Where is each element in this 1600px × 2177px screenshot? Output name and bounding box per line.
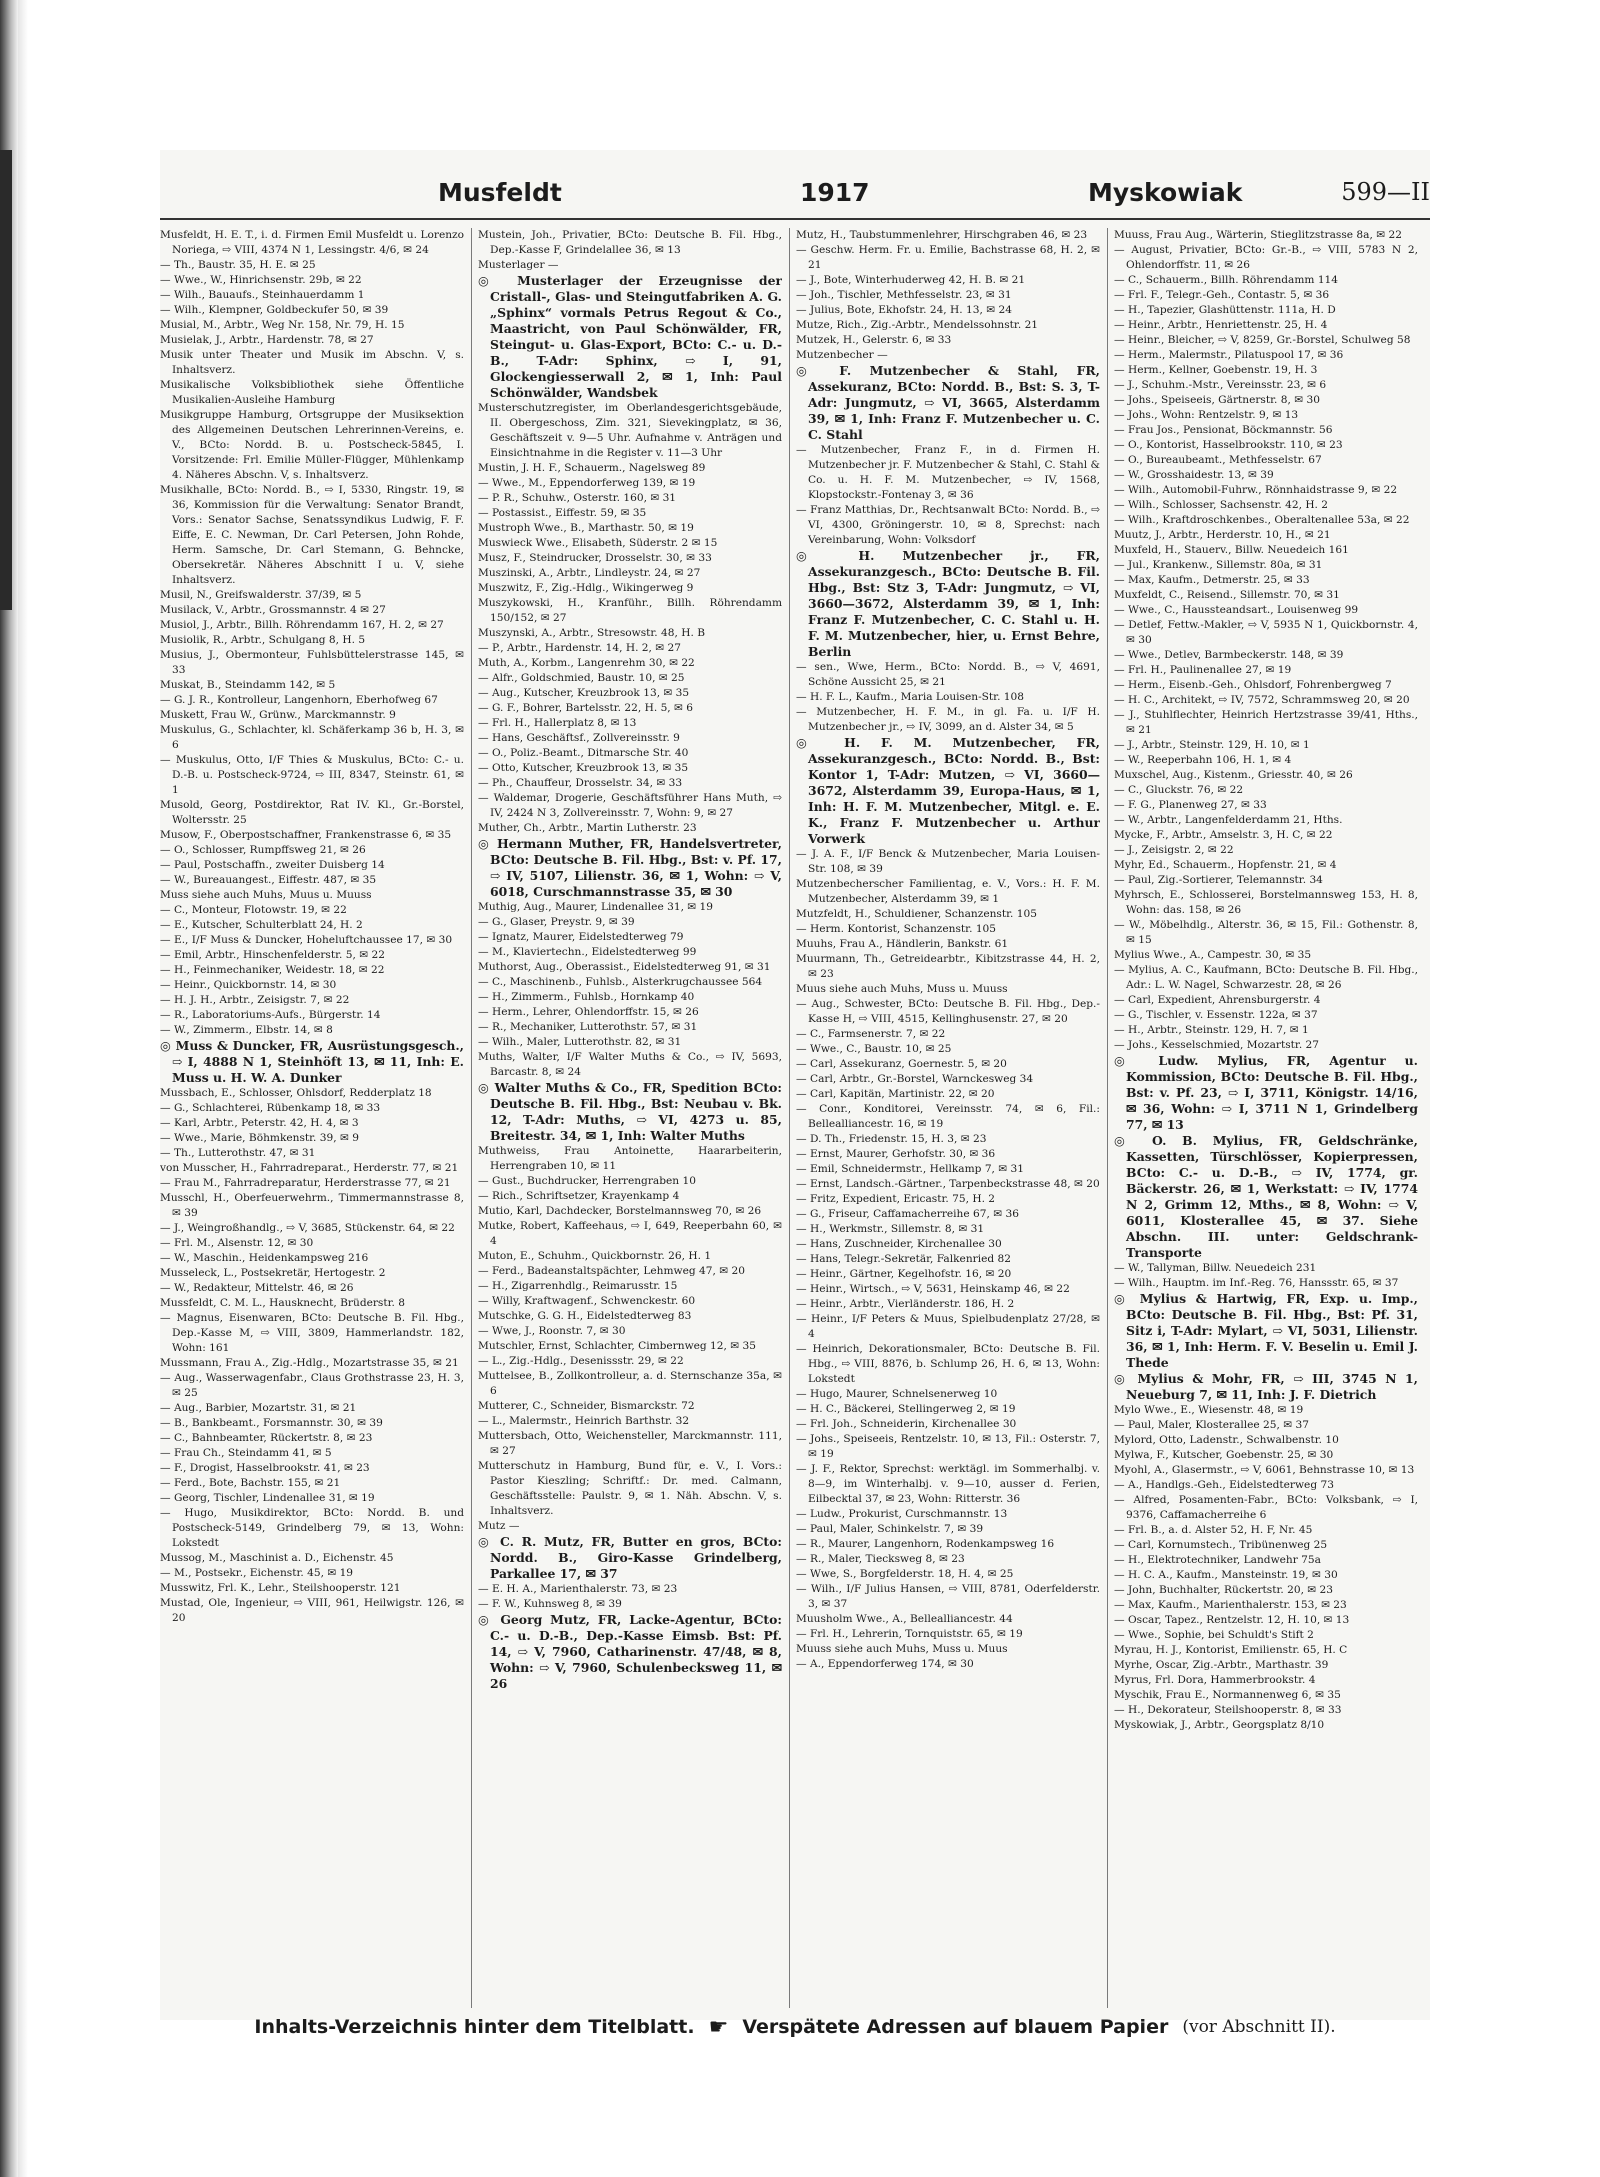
directory-entry: — sen., Wwe, Herm., BCto: Nordd. B., ⇨ V, 4691, Schöne Aussicht 25, ✉ 21 (796, 661, 1100, 688)
directory-entry: — Emil, Arbtr., Hinschenfelderstr. 5, ✉ 22 (160, 949, 385, 961)
directory-entry: — Wwe., Detlev, Barmbeckerstr. 148, ✉ 39 (1114, 649, 1344, 661)
directory-entry: — Aug., Barbier, Mozartstr. 31, ✉ 21 (160, 1402, 357, 1414)
directory-entry: — H., Zigarrenhdlg., Reimarusstr. 15 (478, 1280, 678, 1292)
directory-entry: — John, Buchhalter, Rückertstr. 20, ✉ 23 (1114, 1584, 1334, 1596)
directory-entry: — Herm., Lehrer, Ohlendorffstr. 15, ✉ 26 (478, 1006, 699, 1018)
directory-entry: — Geschw. Herm. Fr. u. Emilie, Bachstrasse 68, H. 2, ✉ 21 (796, 244, 1100, 271)
directory-entry: — H., Tapezier, Glashüttenstr. 111a, H. D (1114, 304, 1336, 316)
directory-entry: — Fritz, Expedient, Ericastr. 75, H. 2 (796, 1193, 996, 1205)
directory-entry: Muss siehe auch Muhs, Muus u. Muuss (160, 889, 372, 901)
directory-entry: — Frau Ch., Steindamm 41, ✉ 5 (160, 1447, 332, 1459)
directory-entry: — Paul, Maler, Klosterallee 25, ✉ 37 (1114, 1419, 1309, 1431)
directory-entry: Muswieck Wwe., Elisabeth, Süderstr. 2 ✉ 15 (478, 537, 718, 549)
directory-entry: Mutz, H., Taubstummenlehrer, Hirschgraben 46, ✉ 23 (796, 229, 1088, 241)
directory-entry: — E., Kutscher, Schulterblatt 24, H. 2 (160, 919, 363, 931)
directory-entry: — Max, Kaufm., Marienthalerstr. 153, ✉ 23 (1114, 1599, 1347, 1611)
page-footer (160, 2012, 1430, 2042)
directory-entry: Muthweiss, Frau Antoinette, Haararbeiterin, Herrengraben 10, ✉ 11 (478, 1145, 782, 1172)
directory-entry: Myrus, Frl. Dora, Hammerbrookstr. 4 (1114, 1674, 1316, 1686)
directory-entry: — Karl, Arbtr., Peterstr. 42, H. 4, ✉ 3 (160, 1117, 359, 1129)
directory-entry: — A., Handlgs.-Geh., Eidelstedterweg 73 (1114, 1479, 1334, 1491)
directory-entry: Musielak, J., Arbtr., Hardenstr. 78, ✉ 27 (160, 334, 374, 346)
running-head (160, 178, 1430, 212)
directory-entry: — Max, Kaufm., Detmerstr. 25, ✉ 33 (1114, 574, 1310, 586)
directory-entry: Muthorst, Aug., Oberassist., Eidelstedterweg 91, ✉ 31 (478, 961, 771, 973)
directory-entry: — Georg, Tischler, Lindenallee 31, ✉ 19 (160, 1492, 375, 1504)
column-divider (471, 228, 472, 2008)
directory-entry: Mutzfeldt, H., Schuldiener, Schanzenstr. 105 (796, 908, 1037, 920)
directory-entry: Muther, Ch., Arbtr., Martin Lutherstr. 23 (478, 822, 697, 834)
directory-entry: — Mylius, A. C., Kaufmann, BCto: Deutsche B. Fil. Hbg., Adr.: L. W. Nagel, Schwarzestr. 28, ✉ 26 (1114, 964, 1418, 991)
directory-entry: — F., Drogist, Hasselbrookstr. 41, ✉ 23 (160, 1462, 370, 1474)
directory-entry: — H., Zimmerm., Fuhlsb., Hornkamp 40 (478, 991, 695, 1003)
directory-entry: Mutterer, C., Schneider, Bismarckstr. 72 (478, 1400, 695, 1412)
directory-entry: — Franz Matthias, Dr., Rechtsanwalt BCto: Nordd. B., ⇨ VI, 4300, Gröningerstr. 10, ✉ 8, Sprechst: nach Vereinbarung, Wohn: Volksdorf (796, 504, 1100, 546)
directory-entry: — Otto, Kutscher, Kreuzbrook 13, ✉ 35 (478, 762, 689, 774)
scan-shadow (18, 0, 28, 2177)
directory-entry: ◎ Georg Mutz, FR, Lacke-Agentur, BCto: C.- u. D.-B., Dep.-Kasse Eimsb. Bst: Pf. 14, ⇨ V, 7960, Catharinenstr. 47/48, ✉ 8, Wohn: ⇨ V, 7960, Schulenbecksweg 11, ✉ 26 (478, 1612, 782, 1691)
directory-entry: Mutzek, H., Gelerstr. 6, ✉ 33 (796, 334, 952, 346)
directory-entry: — H., Elektrotechniker, Landwehr 75a (1114, 1554, 1321, 1566)
directory-entry: — Alfred, Posamenten-Fabr., BCto: Volksbank, ⇨ I, 9376, Caffamacherreihe 6 (1114, 1494, 1418, 1521)
directory-entry: — F. G., Planenweg 27, ✉ 33 (1114, 799, 1267, 811)
directory-entry: — W., Tallyman, Billw. Neuedeich 231 (1114, 1262, 1317, 1274)
directory-entry: — R., Laboratoriums-Aufs., Bürgerstr. 14 (160, 1009, 381, 1021)
directory-entry: — Waldemar, Drogerie, Geschäftsführer Hans Muth, ⇨ IV, 2424 N 3, Zollvereinsstr. 7, Wohn: 9, ✉ 27 (478, 792, 782, 819)
directory-entry: — Wilh., Automobil-Fuhrw., Rönnhaidstrasse 9, ✉ 22 (1114, 484, 1398, 496)
directory-entry: — H. C., Architekt, ⇨ IV, 7572, Schrammsweg 20, ✉ 20 (1114, 694, 1410, 706)
directory-entry: Musow, F., Oberpostschaffner, Frankenstrasse 6, ✉ 35 (160, 829, 452, 841)
directory-entry: Mutke, Robert, Kaffeehaus, ⇨ I, 649, Reeperbahn 60, ✉ 4 (478, 1220, 782, 1247)
directory-entry: — Wwe., M., Eppendorferweg 139, ✉ 19 (478, 477, 696, 489)
directory-entry: Muthig, Aug., Maurer, Lindenallee 31, ✉ 19 (478, 901, 714, 913)
directory-entry: Musz, F., Steindrucker, Drosselstr. 30, ✉ 33 (478, 552, 712, 564)
directory-entry: Musseleck, L., Postsekretär, Hertogestr. 2 (160, 1267, 386, 1279)
directory-entry: ◎ Muss & Duncker, FR, Ausrüstungsgesch., ⇨ I, 4888 N 1, Steinhöft 13, ✉ 11, Inh: E. Muss u. H. W. A. Dunker (160, 1038, 464, 1085)
directory-entry: — Carl, Assekuranz, Goernestr. 5, ✉ 20 (796, 1058, 1007, 1070)
directory-entry: Mussmann, Frau A., Zig.-Hdlg., Mozartstrasse 35, ✉ 21 (160, 1357, 459, 1369)
directory-entry: Mylius Wwe., A., Campestr. 30, ✉ 35 (1114, 949, 1312, 961)
directory-entry: — Heinr., I/F Peters & Muus, Spielbudenplatz 27/28, ✉ 4 (796, 1313, 1100, 1340)
directory-entry: — Heinr., Arbtr., Vierländerstr. 186, H. 2 (796, 1298, 1015, 1310)
directory-entry: — Hans, Telegr.-Sekretär, Falkenried 82 (796, 1253, 1011, 1265)
directory-entry: Mutio, Karl, Dachdecker, Borstelmannsweg 70, ✉ 26 (478, 1205, 762, 1217)
directory-entry: — Frau Jos., Pensionat, Böckmannstr. 56 (1114, 424, 1333, 436)
running-head-last-name: Myskowiak (1088, 178, 1243, 207)
directory-entry: — Aug., Wasserwagenfabr., Claus Grothstrasse 23, H. 3, ✉ 25 (160, 1372, 464, 1399)
directory-entry: Mutterschutz in Hamburg, Bund für, e. V., I. Vors.: Pastor Kieszling; Schriftf.: Dr. med. Calmann, Geschäftsstelle: Paulstr. 9, ✉ 1. Näh. Abschn. V, s. Inhaltsverz. (478, 1460, 782, 1517)
directory-entry: — Wwe., C., Haussteandsart., Louisenweg 99 (1114, 604, 1359, 616)
directory-entry: — Gust., Buchdrucker, Herrengraben 10 (478, 1175, 696, 1187)
directory-entry: — G., Schlachterei, Rübenkamp 18, ✉ 33 (160, 1102, 381, 1114)
directory-entry: Mutze, Rich., Zig.-Arbtr., Mendelssohnstr. 21 (796, 319, 1039, 331)
directory-entry: — J., Zeisigstr. 2, ✉ 22 (1114, 844, 1234, 856)
directory-entry: — August, Privatier, BCto: Gr.-B., ⇨ VIII, 5783 N 2, Ohlendorffstr. 11, ✉ 26 (1114, 244, 1418, 271)
directory-entry: — W., Zimmerm., Elbstr. 14, ✉ 8 (160, 1024, 333, 1036)
directory-entry: — Johs., Speiseeis, Rentzelstr. 10, ✉ 13, Fil.: Osterstr. 7, ✉ 19 (796, 1433, 1100, 1460)
directory-entry: Mussbach, E., Schlosser, Ohlsdorf, Redderplatz 18 (160, 1087, 432, 1099)
directory-entry: — Willy, Kraftwagenf., Schwenckestr. 60 (478, 1295, 696, 1307)
directory-entry: — Hugo, Musikdirektor, BCto: Nordd. B. und Postscheck-5149, Grindelberg 79, ✉ 13, Wohn: Lokstedt (160, 1507, 464, 1549)
directory-entry: — Wwe, S., Borgfelderstr. 18, H. 4, ✉ 25 (796, 1568, 1014, 1580)
directory-entry: Myschik, Frau E., Normannenweg 6, ✉ 35 (1114, 1689, 1341, 1701)
directory-entry: — L., Malermstr., Heinrich Barthstr. 32 (478, 1415, 690, 1427)
directory-entry: Musilack, V., Arbtr., Grossmannstr. 4 ✉ 27 (160, 604, 386, 616)
directory-entry: Muszinski, A., Arbtr., Lindleystr. 24, ✉ 27 (478, 567, 701, 579)
directory-entry: Musterschutzregister, im Oberlandesgerichtsgebäude, II. Obergeschoss, Zim. 321, Sievekingplatz, ✉ 36, Geschäftszeit v. 9—5 Uhr. Aufnahme v. Anträgen und Einsichtnahme in die Register v. 11—3 Uhr (478, 402, 782, 459)
directory-entry: Myrhe, Oscar, Zig.-Arbtr., Marthastr. 39 (1114, 1659, 1329, 1671)
directory-entry: Mustad, Ole, Ingenieur, ⇨ VIII, 961, Heilwigstr. 126, ✉ 20 (160, 1597, 464, 1624)
directory-entry: — Muskulus, Otto, I/F Thies & Muskulus, BCto: C.- u. D.-B. u. Postscheck-9724, ⇨ III, 8347, Steinstr. 61, ✉ 1 (160, 754, 464, 796)
directory-page (160, 150, 1430, 2040)
directory-entry: Mutschke, G. G. H., Eidelstedterweg 83 (478, 1310, 692, 1322)
directory-entry: — Hugo, Maurer, Schnelsenerweg 10 (796, 1388, 998, 1400)
directory-entry: — Carl, Arbtr., Gr.-Borstel, Warnckesweg 34 (796, 1073, 1034, 1085)
directory-entry: — D. Th., Friedenstr. 15, H. 3, ✉ 23 (796, 1133, 987, 1145)
column-2 (478, 228, 782, 2008)
directory-entry: Muxschel, Aug., Kistenm., Griesstr. 40, ✉ 26 (1114, 769, 1353, 781)
directory-entry: ◎ C. R. Mutz, FR, Butter en gros, BCto: Nordd. B., Giro-Kasse Grindelberg, Parkallee 17, ✉ 37 (478, 1534, 782, 1581)
directory-entry: — W., Redakteur, Mittelstr. 46, ✉ 26 (160, 1282, 354, 1294)
directory-entry: Muusholm Wwe., A., Bellealliancestr. 44 (796, 1613, 1013, 1625)
directory-entry: — Alfr., Goldschmied, Baustr. 10, ✉ 25 (478, 672, 685, 684)
directory-entry: — Frl. F., Telegr.-Geh., Contastr. 5, ✉ 36 (1114, 289, 1330, 301)
directory-entry: Muszynski, A., Arbtr., Stresowstr. 48, H. B (478, 627, 706, 639)
directory-entry: — Wwe., W., Hinrichsenstr. 29b, ✉ 22 (160, 274, 362, 286)
directory-entry: Mycke, F., Arbtr., Amselstr. 3, H. C, ✉ 22 (1114, 829, 1333, 841)
directory-entry: — Joh., Tischler, Methfesselstr. 23, ✉ 31 (796, 289, 1012, 301)
directory-entry: — M., Klaviertechn., Eidelstedterweg 99 (478, 946, 697, 958)
directory-entry: — Aug., Schwester, BCto: Deutsche B. Fil. Hbg., Dep.-Kasse H, ⇨ VIII, 4515, Kellinghusenstr. 27, ✉ 20 (796, 998, 1100, 1025)
directory-entry: — E. H. A., Marienthalerstr. 73, ✉ 23 (478, 1583, 678, 1595)
directory-entry: — O., Schlosser, Rumpffsweg 21, ✉ 26 (160, 844, 366, 856)
directory-entry: — Frau M., Fahrradreparatur, Herderstrasse 77, ✉ 21 (160, 1177, 451, 1189)
directory-entry: ◎ H. F. M. Mutzenbecher, FR, Assekuranzgesch., BCto: Nordd. B., Bst: Kontor 1, T-Adr: Mutzen, ⇨ VI, 3660—3672, Alsterdamm 39, Europa-Haus, ✉ 1, Inh: H. F. M. Mutzenbecher, Mitgl. e. E. K., Franz F. Mutzenbecher u. Arthur Vorwerk (796, 735, 1100, 846)
directory-entry: — Johs., Speiseeis, Gärtnerstr. 8, ✉ 30 (1114, 394, 1320, 406)
directory-entry: Muskulus, G., Schlachter, kl. Schäferkamp 36 b, H. 3, ✉ 6 (160, 724, 464, 751)
directory-entry: — Paul, Maler, Schinkelstr. 7, ✉ 39 (796, 1523, 984, 1535)
directory-entry: — Th., Baustr. 35, H. E. ✉ 25 (160, 259, 316, 271)
directory-entry: — Julius, Bote, Ekhofstr. 24, H. 13, ✉ 24 (796, 304, 1012, 316)
directory-entry: ◎ O. B. Mylius, FR, Geldschränke, Kassetten, Türschlösser, Kopierpressen, BCto: C.- u. D.-B., ⇨ IV, 1774, gr. Bäckerstr. 26, ✉ 1, Werkstatt: ⇨ IV, 1774 N 2, Grimm 12, Mths., ✉ 8, Wohn: ⇨ V, 6011, Klosterallee 45, ✉ 37. Siehe Abschn. III. unter: Geldschrank-Transporte (1114, 1133, 1418, 1260)
directory-entry: — Frl. H., Paulinenallee 27, ✉ 19 (1114, 664, 1292, 676)
directory-entry: — G., Tischler, v. Essenstr. 122a, ✉ 37 (1114, 1009, 1318, 1021)
directory-entry: ◎ H. Mutzenbecher jr., FR, Assekuranzgesch., BCto: Deutsche B. Fil. Hbg., Bst: Stz 3, T-Adr: Jungmutz, ⇨ VI, 3660—3672, Alsterdamm 39, ✉ 1, Inh: Franz F. Mutzenbecher, C. C. Stahl u. H. F. M. Mutzenbecher, hier, u. Ernst Behre, Berlin (796, 548, 1100, 659)
directory-entry: — Frl. Joh., Schneiderin, Kirchenallee 30 (796, 1418, 1017, 1430)
directory-entry: — J. A. F., I/F Benck & Mutzenbecher, Maria Louisen-Str. 108, ✉ 39 (796, 848, 1100, 875)
directory-entry: — Wilh., Klempner, Goldbeckufer 50, ✉ 39 (160, 304, 389, 316)
directory-entry: — C., Bahnbeamter, Rückertstr. 8, ✉ 23 (160, 1432, 373, 1444)
directory-entry: — C., Gluckstr. 76, ✉ 22 (1114, 784, 1244, 796)
directory-entry: Myskowiak, J., Arbtr., Georgsplatz 8/10 (1114, 1719, 1325, 1731)
directory-entry: — W., Reeperbahn 106, H. 1, ✉ 4 (1114, 754, 1292, 766)
directory-entry: — O., Poliz.-Beamt., Ditmarsche Str. 40 (478, 747, 689, 759)
directory-entry: — A., Eppendorferweg 174, ✉ 30 (796, 1658, 974, 1670)
directory-entry: Mustroph Wwe., B., Marthastr. 50, ✉ 19 (478, 522, 694, 534)
directory-entry: ◎ Mylius & Mohr, FR, ⇨ III, 3745 N 1, Neueburg 7, ✉ 11, Inh: J. F. Dietrich (1114, 1371, 1418, 1402)
directory-entry: — Frl. B., a. d. Alster 52, H. F, Nr. 45 (1114, 1524, 1313, 1536)
directory-entry: — C., Monteur, Flotowstr. 19, ✉ 22 (160, 904, 347, 916)
directory-entry: — R., Mechaniker, Lutterothstr. 57, ✉ 31 (478, 1021, 698, 1033)
directory-entry: — Detlef, Fettw.-Makler, ⇨ V, 5935 N 1, Quickbornstr. 4, ✉ 30 (1114, 619, 1418, 646)
directory-entry: — Wwe., Sophie, bei Schuldt's Stift 2 (1114, 1629, 1314, 1641)
directory-entry: Musikalische Volksbibliothek siehe Öffentliche Musikalien-Ausleihe Hamburg (160, 379, 464, 406)
directory-entry: Muszykowski, H., Kranführ., Billh. Röhrendamm 150/152, ✉ 27 (478, 597, 782, 624)
directory-entry: — Herm., Malermstr., Pilatuspool 17, ✉ 36 (1114, 349, 1344, 361)
directory-entry: — W., Grosshaidestr. 13, ✉ 39 (1114, 469, 1274, 481)
directory-entry: Mylo Wwe., E., Wiesenstr. 48, ✉ 19 (1114, 1404, 1304, 1416)
header-rule (160, 218, 1430, 220)
directory-entry: — Johs., Wohn: Rentzelstr. 9, ✉ 13 (1114, 409, 1299, 421)
directory-entry: Mussfeldt, C. M. L., Hausknecht, Brüderstr. 8 (160, 1297, 406, 1309)
column-1 (160, 228, 464, 2008)
directory-entry: — C., Farmsenerstr. 7, ✉ 22 (796, 1028, 946, 1040)
directory-entry: — P. R., Schuhw., Osterstr. 160, ✉ 31 (478, 492, 677, 504)
scan-left-edge (0, 0, 18, 2177)
directory-entry: — G., Friseur, Caffamacherreihe 67, ✉ 36 (796, 1208, 1019, 1220)
directory-entry: ◎ F. Mutzenbecher & Stahl, FR, Assekuranz, BCto: Nordd. B., Bst: S. 3, T-Adr: Jungmutz, ⇨ VI, 3665, Alsterdamm 39, ✉ 1, Inh: Franz F. Mutzenbecher u. C. C. Stahl (796, 363, 1100, 442)
directory-entry: — Heinr., Wirtsch., ⇨ V, 5631, Heinskamp 46, ✉ 22 (796, 1283, 1070, 1295)
directory-entry: — H. C. A., Kaufm., Mansteinstr. 19, ✉ 30 (1114, 1569, 1338, 1581)
directory-entry: — Heinr., Bleicher, ⇨ V, 8259, Gr.-Borstel, Schulweg 58 (1114, 334, 1411, 346)
scan-edge-shadow (0, 150, 12, 610)
directory-entry: — H., Feinmechaniker, Weidestr. 18, ✉ 22 (160, 964, 385, 976)
column-divider (1107, 228, 1108, 2008)
directory-entry: Muths, Walter, I/F Walter Muths & Co., ⇨ IV, 5693, Barcastr. 8, ✉ 24 (478, 1051, 782, 1078)
directory-entry: — G. F., Bohrer, Bartelsstr. 22, H. 5, ✉ 6 (478, 702, 694, 714)
directory-entry: — H., Dekorateur, Steilshooperstr. 8, ✉ 33 (1114, 1704, 1342, 1716)
directory-entry: — Wilh., Schlosser, Sachsenstr. 42, H. 2 (1114, 499, 1329, 511)
directory-entry: — Paul, Postschaffn., zweiter Duisberg 14 (160, 859, 385, 871)
directory-entry: Musik unter Theater und Musik im Abschn. V, s. Inhaltsverz. (160, 349, 464, 376)
directory-entry: Musschl, H., Oberfeuerwehrm., Timmermannstrasse 8, ✉ 39 (160, 1192, 464, 1219)
directory-entry: — Herm., Eisenb.-Geh., Ohlsdorf, Fohrenbergweg 7 (1114, 679, 1392, 691)
directory-entry: ◎ Walter Muths & Co., FR, Spedition BCto: Deutsche B. Fil. Hbg., Bst: Neubau v. Bk. 12, T-Adr: Muths, ⇨ VI, 4273 u. 85, Breitestr. 34, ✉ 1, Inh: Walter Muths (478, 1080, 782, 1143)
directory-entry: Mutschler, Ernst, Schlachter, Cimbernweg 12, ✉ 35 (478, 1340, 756, 1352)
directory-entry: Muszwitz, F., Zig.-Hdlg., Wikingerweg 9 (478, 582, 694, 594)
directory-entry: — Carl, Kapitän, Martinistr. 22, ✉ 20 (796, 1088, 995, 1100)
directory-entry: Mustein, Joh., Privatier, BCto: Deutsche B. Fil. Hbg., Dep.-Kasse F, Grindelallee 36, ✉ 13 (478, 229, 782, 256)
directory-entry: Muuss, Frau Aug., Wärterin, Stieglitzstrasse 8a, ✉ 22 (1114, 229, 1402, 241)
directory-entry: Mylwa, F., Kutscher, Goebenstr. 25, ✉ 30 (1114, 1449, 1334, 1461)
directory-entry: — H., Werkmstr., Sillemstr. 8, ✉ 31 (796, 1223, 985, 1235)
directory-entry: Muxfeld, H., Stauerv., Billw. Neuedeich 161 (1114, 544, 1349, 556)
directory-entry: Musterlager — (478, 259, 559, 271)
directory-entry: — R., Maurer, Langenhorn, Rodenkampsweg 16 (796, 1538, 1055, 1550)
directory-entry: — M., Postsekr., Eichenstr. 45, ✉ 19 (160, 1567, 354, 1579)
directory-entry: — C., Maschinenb., Fuhlsb., Alsterkrugchaussee 564 (478, 976, 763, 988)
directory-entry: Muuss siehe auch Muhs, Muss u. Muus (796, 1643, 1008, 1655)
directory-entry: — Aug., Kutscher, Kreuzbrook 13, ✉ 35 (478, 687, 690, 699)
column-divider (789, 228, 790, 2008)
directory-entry: — Carl, Kornumstech., Tribünenweg 25 (1114, 1539, 1328, 1551)
directory-entry: — Postassist., Eiffestr. 59, ✉ 35 (478, 507, 647, 519)
directory-entry: — G., Glaser, Preystr. 9, ✉ 39 (478, 916, 635, 928)
directory-entry: — Wwe., Marie, Böhmkenstr. 39, ✉ 9 (160, 1132, 359, 1144)
directory-entry: — Ferd., Badeanstaltspächter, Lehmweg 47, ✉ 20 (478, 1265, 745, 1277)
page-number: 599—II (1341, 178, 1430, 206)
directory-entry: Myhrsch, E., Schlosserei, Borstelmannsweg 153, H. 8, Wohn: das. 158, ✉ 26 (1114, 889, 1418, 916)
directory-entry: — J., Stuhlflechter, Heinrich Hertzstrasse 39/41, Hths., ✉ 21 (1114, 709, 1418, 736)
directory-entry: — Ferd., Bote, Bachstr. 155, ✉ 21 (160, 1477, 341, 1489)
footer-late-addresses-note: Verspätete Adressen auf blauem Papier (742, 2016, 1169, 2038)
directory-entry: Musikhalle, BCto: Nordd. B., ⇨ I, 5330, Ringstr. 19, ✉ 36, Kommission für die Verwaltung: Senator Brandt, Vors.: Senator Sachse, Senatssyndikus Ludwig, F. F. Eiffe, E. C. Newman, Dr. Carl Petersen, John Rohde, Herm. Samsche, Dr. Carl Stemann, G. Behncke, Obersekretär. Näheres Abschnitt I u. V, siehe Inhaltsverz. (160, 484, 464, 586)
directory-entry: — Wwe., C., Baustr. 10, ✉ 25 (796, 1043, 952, 1055)
directory-entry: — C., Schauerm., Billh. Röhrendamm 114 (1114, 274, 1339, 286)
directory-entry: — H. C., Bäckerei, Stellingerweg 2, ✉ 19 (796, 1403, 1016, 1415)
directory-entry: — Frl. H., Hallerplatz 8, ✉ 13 (478, 717, 637, 729)
directory-entry: — W., Bureauangest., Eiffestr. 487, ✉ 35 (160, 874, 377, 886)
directory-entry: — J., Schuhm.-Mstr., Vereinsstr. 23, ✉ 6 (1114, 379, 1327, 391)
directory-entry: — H. J. H., Arbtr., Zeisigstr. 7, ✉ 22 (160, 994, 350, 1006)
directory-entry: Muton, E., Schuhm., Quickbornstr. 26, H. 1 (478, 1250, 712, 1262)
directory-entry: Myrau, H. J., Kontorist, Emilienstr. 65, H. C (1114, 1644, 1348, 1656)
directory-entry: Muurmann, Th., Getreidearbtr., Kibitzstrasse 44, H. 2, ✉ 23 (796, 953, 1100, 980)
directory-entry: Musikgruppe Hamburg, Ortsgruppe der Musiksektion des Allgemeinen Deutschen Lehrerinnen-Vereins, e. V., BCto: Nordd. B. u. Postscheck-5845, I. Vorsitzende: Frl. Emilie Müller-Flügger, Mühlenkamp 4. Näheres Abschn. V, s. Inhaltsverz. (160, 409, 464, 481)
directory-entry: von Musscher, H., Fahrradreparat., Herderstr. 77, ✉ 21 (160, 1162, 459, 1174)
entry-columns (160, 228, 1430, 2008)
directory-entry: ◎ Mylius & Hartwig, FR, Exp. u. Imp., BCto: Deutsche B. Fil. Hbg., Bst: Pf. 31, Sitz i, T-Adr: Mylart, ⇨ VI, 5031, Lilienstr. 36, ✉ 1, Inh: Herm. F. V. Beselin u. Emil J. Thede (1114, 1291, 1418, 1370)
directory-entry: — Carl, Expedient, Ahrensburgerstr. 4 (1114, 994, 1321, 1006)
directory-entry: — J., Weingroßhandlg., ⇨ V, 3685, Stückenstr. 64, ✉ 22 (160, 1222, 455, 1234)
directory-entry: Musold, Georg, Postdirektor, Rat IV. Kl., Gr.-Borstel, Woltersstr. 25 (160, 799, 464, 826)
directory-entry: — Rich., Schriftsetzer, Krayenkamp 4 (478, 1190, 680, 1202)
directory-entry: — P., Arbtr., Hardenstr. 14, H. 2, ✉ 27 (478, 642, 682, 654)
directory-entry: — J., Arbtr., Steinstr. 129, H. 10, ✉ 1 (1114, 739, 1310, 751)
directory-entry: — Frl. H., Lehrerin, Tornquiststr. 65, ✉ 19 (796, 1628, 1023, 1640)
directory-entry: Muttelsee, B., Zollkontrolleur, a. d. Sternschanze 35a, ✉ 6 (478, 1370, 782, 1397)
directory-entry: — W., Arbtr., Langenfelderdamm 21, Hths. (1114, 814, 1343, 826)
directory-entry: Musil, N., Greifswalderstr. 37/39, ✉ 5 (160, 589, 362, 601)
directory-entry: — Wilh., Maler, Lutterothstr. 82, ✉ 31 (478, 1036, 682, 1048)
directory-entry: — H., Arbtr., Steinstr. 129, H. 7, ✉ 1 (1114, 1024, 1309, 1036)
directory-entry: — Herm. Kontorist, Schanzenstr. 105 (796, 923, 997, 935)
directory-entry: Musswitz, Frl. K., Lehr., Steilshooperstr. 121 (160, 1582, 401, 1594)
directory-entry: — Hans, Geschäftsf., Zollvereinsstr. 9 (478, 732, 680, 744)
directory-entry: Muutz, J., Arbtr., Herderstr. 10, H., ✉ 21 (1114, 529, 1331, 541)
directory-entry: Mussog, M., Maschinist a. D., Eichenstr. 45 (160, 1552, 394, 1564)
directory-entry: ◎ Musterlager der Erzeugnisse der Cristall-, Glas- und Steingutfabriken A. G. „Sphinx“ vormals Petrus Regout & Co., Maastricht, von Paul Schönwälder, FR, Steingut- u. Glas-Export, BCto: C.- u. D.-B., T-Adr: Sphinx, ⇨ I, 91, Glockengiesserwall 2, ✉ 1, Inh: Paul Schönwälder, Wandsbek (478, 273, 782, 400)
directory-entry: — H. F. L., Kaufm., Maria Louisen-Str. 108 (796, 691, 1025, 703)
directory-entry: — L., Zig.-Hdlg., Desenissstr. 29, ✉ 22 (478, 1355, 684, 1367)
directory-entry: — Hans, Zuschneider, Kirchenallee 30 (796, 1238, 1002, 1250)
column-3 (796, 228, 1100, 2008)
directory-entry: — Ignatz, Maurer, Eidelstedterweg 79 (478, 931, 684, 943)
directory-entry: — W., Möbelhdlg., Alterstr. 36, ✉ 15, Fil.: Gothenstr. 8, ✉ 15 (1114, 919, 1418, 946)
directory-entry: — Ernst, Maurer, Gerhofstr. 30, ✉ 36 (796, 1148, 996, 1160)
directory-entry: ◎ Hermann Muther, FR, Handelsvertreter, BCto: Deutsche B. Fil. Hbg., Bst: v. Pf. 17, ⇨ IV, 5107, Lilienstr. 36, ✉ 1, Wohn: ⇨ V, 6018, Curschmannstrasse 35, ✉ 30 (478, 836, 782, 899)
directory-entry: — B., Bankbeamt., Forsmannstr. 30, ✉ 39 (160, 1417, 383, 1429)
directory-entry: — Oscar, Tapez., Rentzelstr. 12, H. 10, ✉ 13 (1114, 1614, 1350, 1626)
directory-entry: — Emil, Schneidermstr., Hellkamp 7, ✉ 31 (796, 1163, 1025, 1175)
directory-entry: Mutzenbecher — (796, 349, 888, 361)
directory-entry: Mutzenbecherscher Familientag, e. V., Vors.: H. F. M. Mutzenbecher, Alsterdamm 39, ✉ 1 (796, 878, 1100, 905)
directory-entry: Myhr, Ed., Schauerm., Hopfenstr. 21, ✉ 4 (1114, 859, 1337, 871)
directory-entry: Muskat, B., Steindamm 142, ✉ 5 (160, 679, 336, 691)
directory-entry: — Ph., Chauffeur, Drosselstr. 34, ✉ 33 (478, 777, 683, 789)
directory-entry: Musius, J., Obermonteur, Fuhlsbüttelerstrasse 145, ✉ 33 (160, 649, 464, 676)
directory-entry: Musiol, J., Arbtr., Billh. Röhrendamm 167, H. 2, ✉ 27 (160, 619, 444, 631)
directory-entry: Muth, A., Korbm., Langenrehm 30, ✉ 22 (478, 657, 695, 669)
footer-index-note: Inhalts-Verzeichnis hinter dem Titelblatt. (254, 2016, 695, 2038)
directory-entry: — Wilh., Bauaufs., Steinhauerdamm 1 (160, 289, 365, 301)
directory-entry: Musiolik, R., Arbtr., Schulgang 8, H. 5 (160, 634, 366, 646)
directory-entry: — Heinr., Gärtner, Kegelhofstr. 16, ✉ 20 (796, 1268, 1012, 1280)
directory-entry: — Mutzenbecher, H. F. M., in gl. Fa. u. I/F H. Mutzenbecher jr., ⇨ IV, 3099, an d. Alster 34, ✉ 5 (796, 706, 1100, 733)
directory-entry: — O., Bureaubeamt., Methfesselstr. 67 (1114, 454, 1322, 466)
directory-entry: — Frl. M., Alsenstr. 12, ✉ 30 (160, 1237, 314, 1249)
directory-entry: — Jul., Krankenw., Sillemstr. 80a, ✉ 31 (1114, 559, 1323, 571)
directory-entry: Myohl, A., Glasermstr., ⇨ V, 6061, Behnstrasse 10, ✉ 13 (1114, 1464, 1415, 1476)
footer-section-note: (vor Abschnitt II). (1182, 2017, 1336, 2037)
directory-entry: — J., Bote, Winterhuderweg 42, H. B. ✉ 21 (796, 274, 1026, 286)
directory-entry: — Ernst, Landsch.-Gärtner., Tarpenbeckstrasse 48, ✉ 20 (796, 1178, 1100, 1190)
directory-entry: — E., I/F Muss & Duncker, Hoheluftchaussee 17, ✉ 30 (160, 934, 453, 946)
directory-entry: — Johs., Kesselschmied, Mozartstr. 27 (1114, 1039, 1320, 1051)
directory-entry: Muskett, Frau W., Grünw., Marckmannstr. 9 (160, 709, 396, 721)
directory-entry: Muttersbach, Otto, Weichensteller, Marckmannstr. 111, ✉ 27 (478, 1430, 782, 1457)
directory-entry: — J. F., Rektor, Sprechst: werktägl. im Sommerhalbj. v. 8—9, im Winterhalbj. v. 9—10, ausser d. Ferien, Eilbecktal 37, ✉ 23, Wohn: Ritterstr. 36 (796, 1463, 1100, 1505)
directory-entry: Musial, M., Arbtr., Weg Nr. 158, Nr. 79, H. 15 (160, 319, 405, 331)
directory-entry: — Heinrich, Dekorationsmaler, BCto: Deutsche B. Fil. Hbg., ⇨ VIII, 8876, b. Schlump 26, H. 6, ✉ 13, Wohn: Lokstedt (796, 1343, 1100, 1385)
directory-entry: — Wilh., I/F Julius Hansen, ⇨ VIII, 8781, Oderfelderstr. 3, ✉ 37 (796, 1583, 1100, 1610)
directory-entry: Musfeldt, H. E. T., i. d. Firmen Emil Musfeldt u. Lorenzo Noriega, ⇨ VIII, 4374 N 1, Lessingstr. 4/6, ✉ 24 (160, 229, 464, 256)
directory-entry: — Paul, Zig.-Sortierer, Telemannstr. 34 (1114, 874, 1323, 886)
directory-entry: Muus siehe auch Muhs, Muss u. Muuss (796, 983, 1008, 995)
directory-entry: — G. J. R., Kontrolleur, Langenhorn, Eberhofweg 67 (160, 694, 438, 706)
directory-entry: — Magnus, Eisenwaren, BCto: Deutsche B. Fil. Hbg., Dep.-Kasse M, ⇨ VIII, 3809, Hammerlandstr. 182, Wohn: 161 (160, 1312, 464, 1354)
running-head-year: 1917 (800, 178, 870, 207)
directory-entry: — O., Kontorist, Hasselbrookstr. 110, ✉ 23 (1114, 439, 1343, 451)
directory-entry: — Th., Lutterothstr. 47, ✉ 31 (160, 1147, 316, 1159)
column-4 (1114, 228, 1418, 2008)
directory-entry: Mutz — (478, 1520, 520, 1532)
directory-entry: — Wilh., Hauptm. im Inf.-Reg. 76, Hanssstr. 65, ✉ 37 (1114, 1277, 1399, 1289)
running-head-first-name: Musfeldt (438, 178, 562, 207)
directory-entry: — W., Maschin., Heidenkampsweg 216 (160, 1252, 369, 1264)
directory-entry: — Wwe, J., Roonstr. 7, ✉ 30 (478, 1325, 626, 1337)
directory-entry: — Herm., Kellner, Goebenstr. 19, H. 3 (1114, 364, 1318, 376)
directory-entry: Muuhs, Frau A., Händlerin, Bankstr. 61 (796, 938, 1009, 950)
pointing-hand-icon: ☛ (708, 2014, 729, 2040)
directory-entry: — Ludw., Prokurist, Curschmannstr. 13 (796, 1508, 1008, 1520)
directory-entry: Mustin, J. H. F., Schauerm., Nagelsweg 89 (478, 462, 706, 474)
directory-entry: — Heinr., Arbtr., Henriettenstr. 25, H. 4 (1114, 319, 1328, 331)
directory-entry: — Mutzenbecher, Franz F., in d. Firmen H. Mutzenbecher jr. F. Mutzenbecher & Stahl, C. Stahl & Co. u. H. F. M. Mutzenbecher, ⇨ IV, 1568, Klopstockstr.-Fontenay 3, ✉ 36 (796, 444, 1100, 501)
directory-entry: ◎ Ludw. Mylius, FR, Agentur u. Kommission, BCto: Deutsche B. Fil. Hbg., Bst: v. Pf. 23, ⇨ I, 3711, Königstr. 14/16, ✉ 36, Wohn: ⇨ I, 3711 N 1, Grindelberg 77, ✉ 13 (1114, 1053, 1418, 1132)
directory-entry: — Wilh., Kraftdroschkenbes., Oberaltenallee 53a, ✉ 22 (1114, 514, 1410, 526)
directory-entry: — F. W., Kuhnsweg 8, ✉ 39 (478, 1598, 622, 1610)
directory-entry: Mylord, Otto, Ladenstr., Schwalbenstr. 10 (1114, 1434, 1339, 1446)
directory-entry: — R., Maler, Tiecksweg 8, ✉ 23 (796, 1553, 965, 1565)
directory-entry: — Conr., Konditorei, Vereinsstr. 74, ✉ 6, Fil.: Bellealliancestr. 16, ✉ 19 (796, 1103, 1100, 1130)
directory-entry: — Heinr., Quickbornstr. 14, ✉ 30 (160, 979, 337, 991)
directory-entry: Muxfeldt, C., Reisend., Sillemstr. 70, ✉ 31 (1114, 589, 1340, 601)
